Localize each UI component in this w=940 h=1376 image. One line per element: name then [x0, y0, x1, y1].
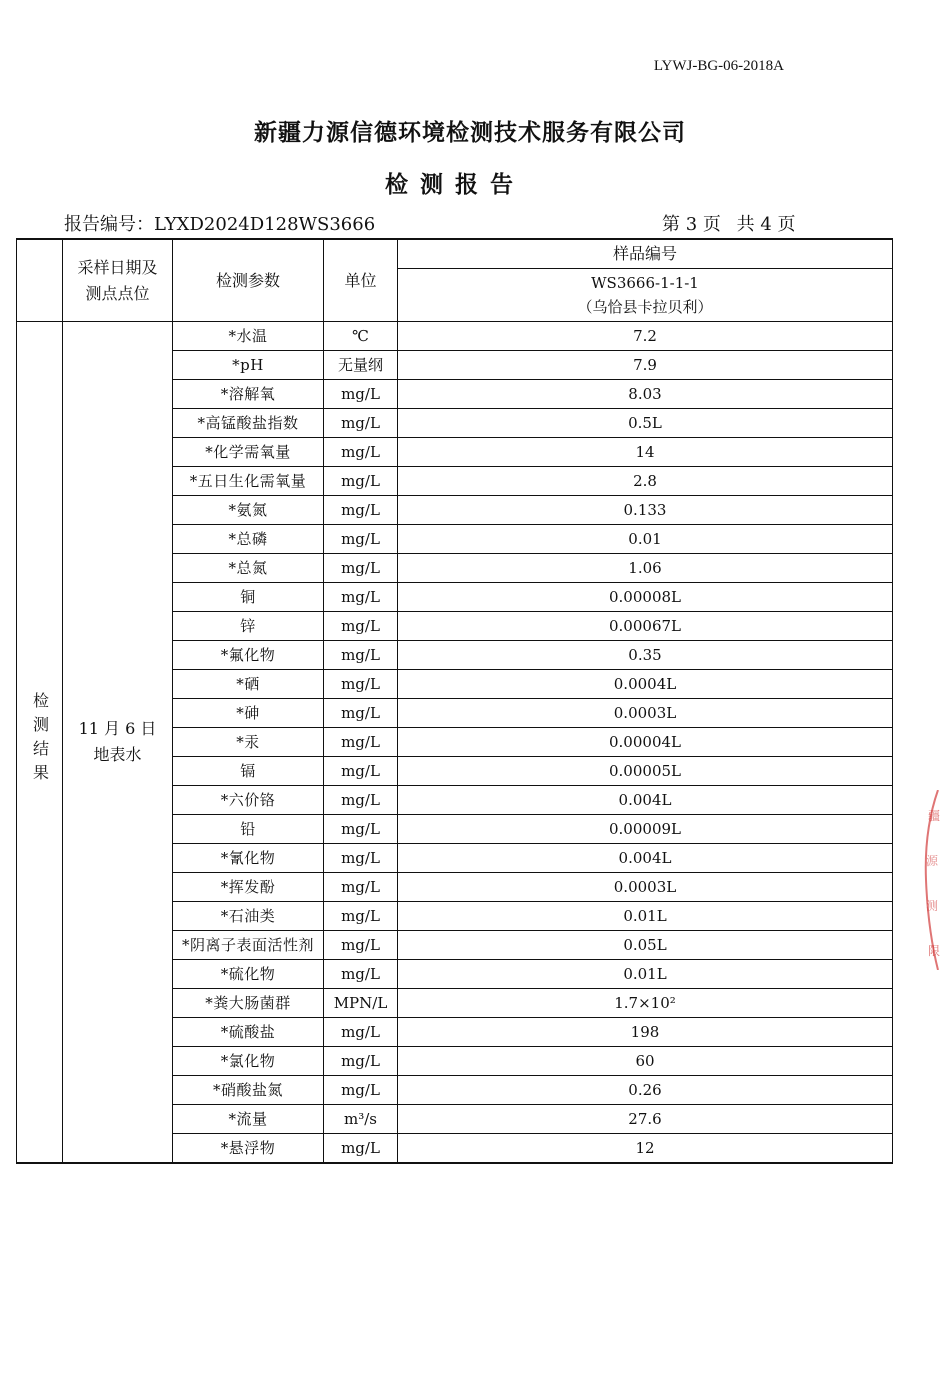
value-cell: 0.004L [398, 786, 893, 815]
value-cell: 1.7×10² [398, 989, 893, 1018]
sample-id: WS3666-1-1-1 [591, 274, 699, 292]
corner-cell [17, 239, 63, 322]
value-cell: 0.0003L [398, 873, 893, 902]
unit-cell: mg/L [324, 525, 398, 554]
parameter-cell: *硒 [173, 670, 324, 699]
document-code: LYWJ-BG-06-2018A [653, 58, 784, 74]
value-cell: 0.26 [398, 1076, 893, 1105]
unit-cell: mg/L [324, 960, 398, 989]
unit-cell: mg/L [324, 931, 398, 960]
value-cell: 0.00067L [398, 612, 893, 641]
parameter-cell: *pH [173, 351, 324, 380]
parameter-cell: 铜 [173, 583, 324, 612]
parameter-cell: *高锰酸盐指数 [173, 409, 324, 438]
value-cell: 27.6 [398, 1105, 893, 1134]
parameter-cell: *粪大肠菌群 [173, 989, 324, 1018]
unit-cell: mg/L [324, 902, 398, 931]
unit-cell: ℃ [324, 322, 398, 351]
value-cell: 0.00004L [398, 728, 893, 757]
unit-cell: mg/L [324, 757, 398, 786]
parameter-cell: *流量 [173, 1105, 324, 1134]
sample-type: 地表水 [93, 745, 142, 764]
value-cell: 12 [398, 1134, 893, 1164]
value-cell: 0.0003L [398, 699, 893, 728]
parameter-cell: *六价铬 [173, 786, 324, 815]
parameter-cell: *总氮 [173, 554, 324, 583]
side-label-text: 检测结果 [30, 692, 50, 788]
svg-text:源: 源 [926, 854, 939, 868]
sample-location: （乌恰县卡拉贝利） [577, 298, 713, 316]
svg-text:疆: 疆 [928, 809, 940, 823]
value-cell: 0.004L [398, 844, 893, 873]
value-cell: 198 [398, 1018, 893, 1047]
unit-cell: mg/L [324, 815, 398, 844]
parameter-cell: *硫酸盐 [173, 1018, 324, 1047]
unit-cell: m³/s [324, 1105, 398, 1134]
value-cell: 0.0004L [398, 670, 893, 699]
parameter-cell: *悬浮物 [173, 1134, 324, 1164]
header-unit: 单位 [324, 239, 398, 322]
parameter-cell: *水温 [173, 322, 324, 351]
parameter-cell: 铅 [173, 815, 324, 844]
header-sample [398, 269, 893, 322]
results-table [16, 238, 893, 1164]
unit-cell: MPN/L [324, 989, 398, 1018]
value-cell: 0.01L [398, 902, 893, 931]
value-cell: 1.06 [398, 554, 893, 583]
unit-cell: mg/L [324, 1134, 398, 1164]
parameter-cell: *硫化物 [173, 960, 324, 989]
value-cell: 60 [398, 1047, 893, 1076]
unit-cell: mg/L [324, 438, 398, 467]
header-parameter: 检测参数 [173, 239, 324, 322]
value-cell: 0.5L [398, 409, 893, 438]
page-current: 第 3 页 [662, 214, 721, 235]
value-cell: 0.01 [398, 525, 893, 554]
parameter-cell: *汞 [173, 728, 324, 757]
unit-cell: mg/L [324, 1018, 398, 1047]
unit-cell: mg/L [324, 612, 398, 641]
unit-cell: mg/L [324, 670, 398, 699]
value-cell: 0.01L [398, 960, 893, 989]
value-cell: 8.03 [398, 380, 893, 409]
value-cell: 7.2 [398, 322, 893, 351]
report-title: 检测报告 [385, 172, 525, 198]
page-info [662, 210, 806, 236]
value-cell: 0.00005L [398, 757, 893, 786]
unit-cell: mg/L [324, 409, 398, 438]
header-date-location: 采样日期及测点点位 [63, 239, 173, 322]
unit-cell: mg/L [324, 641, 398, 670]
unit-cell: mg/L [324, 554, 398, 583]
parameter-cell: *砷 [173, 699, 324, 728]
report-number: 报告编号：LYXD2024D128WS3666 [64, 214, 376, 235]
page-total: 共 4 页 [736, 214, 796, 235]
value-cell: 0.133 [398, 496, 893, 525]
value-cell: 0.00009L [398, 815, 893, 844]
unit-cell: 无量纲 [324, 351, 398, 380]
value-cell: 14 [398, 438, 893, 467]
parameter-cell: *石油类 [173, 902, 324, 931]
parameter-cell: *氨氮 [173, 496, 324, 525]
date-location-cell [63, 322, 173, 1164]
parameter-cell: *溶解氧 [173, 380, 324, 409]
unit-cell: mg/L [324, 786, 398, 815]
parameter-cell: *硝酸盐氮 [173, 1076, 324, 1105]
unit-cell: mg/L [324, 583, 398, 612]
value-cell: 0.05L [398, 931, 893, 960]
svg-text:测: 测 [926, 899, 939, 913]
parameter-cell: *挥发酚 [173, 873, 324, 902]
unit-cell: mg/L [324, 467, 398, 496]
header-sample-no: 样品编号 [398, 239, 893, 269]
parameter-cell: *总磷 [173, 525, 324, 554]
unit-cell: mg/L [324, 380, 398, 409]
unit-cell: mg/L [324, 873, 398, 902]
value-cell: 0.35 [398, 641, 893, 670]
value-cell: 0.00008L [398, 583, 893, 612]
parameter-cell: *氰化物 [173, 844, 324, 873]
unit-cell: mg/L [324, 1047, 398, 1076]
parameter-cell: *五日生化需氧量 [173, 467, 324, 496]
unit-cell: mg/L [324, 1076, 398, 1105]
parameter-cell: *化学需氧量 [173, 438, 324, 467]
parameter-cell: *阴离子表面活性剂 [173, 931, 324, 960]
parameter-cell: 镉 [173, 757, 324, 786]
table-row [17, 322, 893, 351]
unit-cell: mg/L [324, 699, 398, 728]
value-cell: 7.9 [398, 351, 893, 380]
svg-text:限: 限 [928, 944, 940, 958]
parameter-cell: *氟化物 [173, 641, 324, 670]
parameter-cell: 锌 [173, 612, 324, 641]
value-cell: 2.8 [398, 467, 893, 496]
red-stamp-fragment [920, 790, 940, 970]
side-label-results [17, 322, 63, 1164]
unit-cell: mg/L [324, 844, 398, 873]
sampling-date: 11 月 6 日 [78, 719, 157, 738]
company-name: 新疆力源信德环境检测技术服务有限公司 [254, 120, 686, 146]
parameter-cell: *氯化物 [173, 1047, 324, 1076]
unit-cell: mg/L [324, 728, 398, 757]
unit-cell: mg/L [324, 496, 398, 525]
